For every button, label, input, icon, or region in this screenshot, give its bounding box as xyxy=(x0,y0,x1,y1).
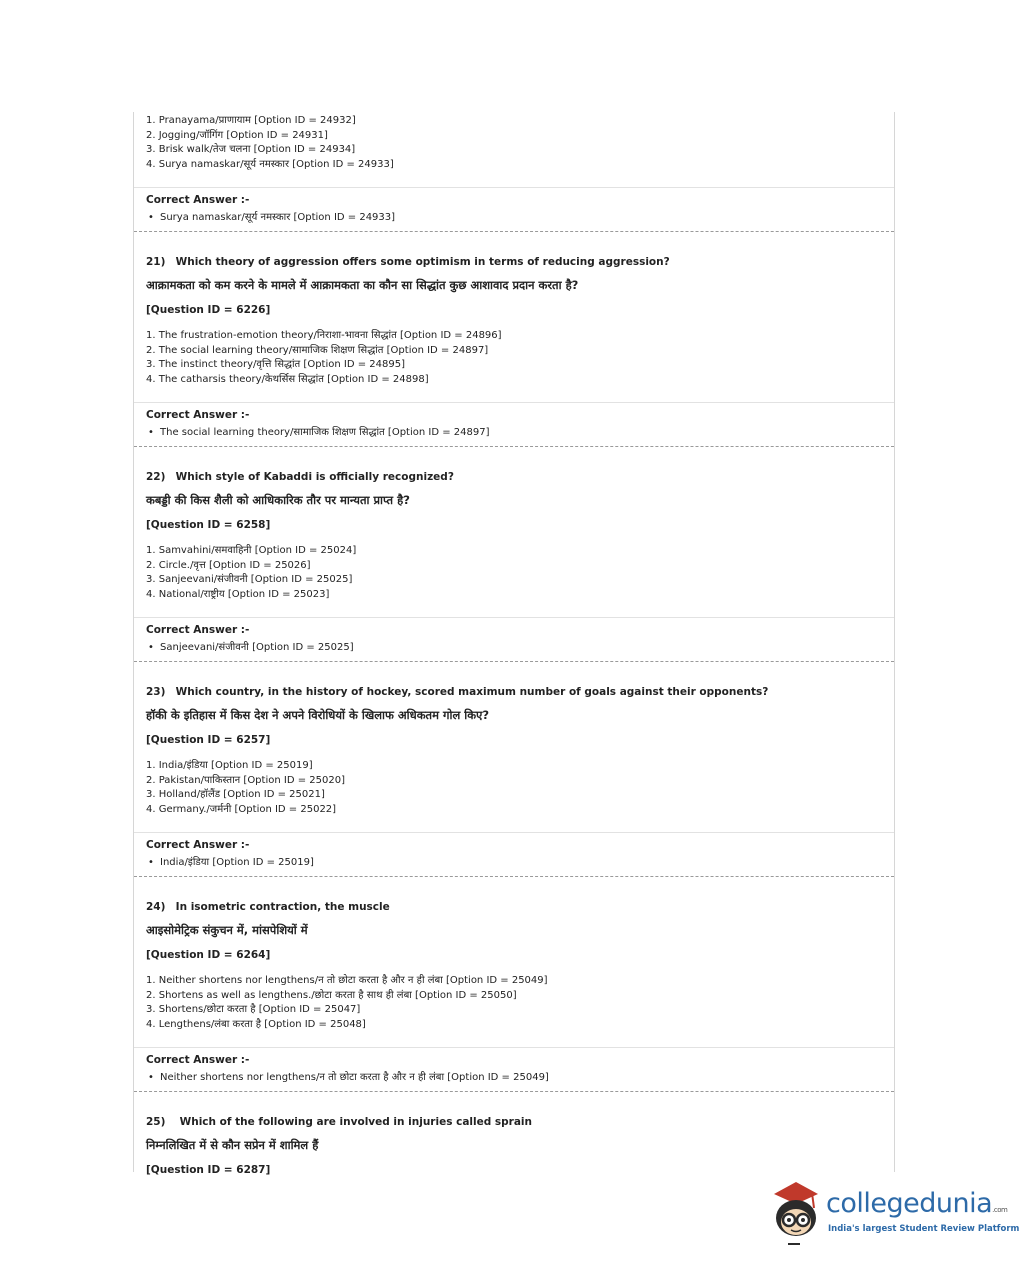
option: 3. Brisk walk/तेज चलना [Option ID = 24934] xyxy=(146,144,356,155)
question-divider xyxy=(134,446,894,447)
option: 2. Pakistan/पाकिस्तान [Option ID = 25020] xyxy=(146,774,345,786)
option: 4. Germany./जर्मनी [Option ID = 25022] xyxy=(146,803,337,815)
question-21 xyxy=(134,256,894,387)
prev-question xyxy=(134,114,894,172)
option: 2. Shortens as well as lengthens./छोटा करता है साथ ही लंबा [Option ID = 25050] xyxy=(146,989,517,1001)
question-divider xyxy=(134,876,894,877)
question-id: [Question ID = 6287] xyxy=(146,1164,271,1176)
option: 3. Holland/हॉलैंड [Option ID = 25021] xyxy=(146,789,325,800)
option: 1. Samvahini/समवाहिनी [Option ID = 25024] xyxy=(146,545,357,556)
option: 4. National/राष्ट्रीय [Option ID = 25023] xyxy=(146,588,330,600)
options-list xyxy=(146,544,882,602)
option: 2. Circle./वृत्त [Option ID = 25026] xyxy=(146,559,311,571)
correct-answer: • Neither shortens nor lengthens/न तो छोटा करता है और न ही लंबा [Option ID = 25049] xyxy=(148,1072,549,1083)
question-divider xyxy=(134,231,894,232)
options-list xyxy=(146,974,882,1032)
correct-answer: • Surya namaskar/सूर्य नमस्कार [Option ID = 24933] xyxy=(148,212,396,223)
question-text-english: 21) Which theory of aggression offers some optimism in terms of reducing aggression? xyxy=(146,256,670,268)
question-text-english: 23) Which country, in the history of hockey, scored maximum number of goals against their opponents? xyxy=(146,686,769,698)
correct-answer: • Sanjeevani/संजीवनी [Option ID = 25025] xyxy=(148,642,354,653)
question-divider xyxy=(134,661,894,662)
question-text-hindi: आक्रामकता को कम करने के मामले में आक्रामकता का कौन सा सिद्धांत कुछ आशावाद प्रदान करता है? xyxy=(146,278,579,292)
correct-answer: • India/इंडिया [Option ID = 25019] xyxy=(148,857,314,868)
question-id: [Question ID = 6257] xyxy=(146,734,271,746)
divider xyxy=(134,617,894,618)
correct-answer-label: Correct Answer :- xyxy=(146,839,250,851)
options-list xyxy=(146,759,882,817)
option: 3. The instinct theory/वृत्ति सिद्धांत [Option ID = 24895] xyxy=(146,359,405,370)
question-text-english: 24) In isometric contraction, the muscle xyxy=(146,901,390,913)
question-text-hindi: आइसोमेट्रिक संकुचन में, मांसपेशियों में xyxy=(146,923,308,937)
question-id: [Question ID = 6226] xyxy=(146,304,271,316)
option: 4. Surya namaskar/सूर्य नमस्कार [Option ID = 24933] xyxy=(146,158,394,170)
option: 3. Sanjeevani/संजीवनी [Option ID = 25025] xyxy=(146,574,353,585)
divider xyxy=(134,1047,894,1048)
question-text-hindi: निम्नलिखित में से कौन सप्रेन में शामिल हैं xyxy=(146,1138,319,1152)
question-text-english: 22) Which style of Kabaddi is officially recognized? xyxy=(146,471,454,483)
question-23 xyxy=(134,686,894,817)
correct-answer-label: Correct Answer :- xyxy=(146,409,250,421)
mascot-icon xyxy=(766,1178,826,1248)
question-24 xyxy=(134,901,894,1032)
correct-answer: • The social learning theory/सामाजिक शिक्षण सिद्धांत [Option ID = 24897] xyxy=(148,427,490,438)
option: 2. Jogging/जॉगिंग [Option ID = 24931] xyxy=(146,129,328,141)
option: 1. India/इंडिया [Option ID = 25019] xyxy=(146,760,313,771)
option: 3. Shortens/छोटा करता है [Option ID = 25047] xyxy=(146,1004,361,1015)
question-text-hindi: हॉकी के इतिहास में किस देश ने अपने विरोधियों के खिलाफ अधिकतम गोल किए? xyxy=(146,708,490,722)
option: 4. Lengthens/लंबा करता है [Option ID = 25048] xyxy=(146,1018,366,1030)
option: 1. Neither shortens nor lengthens/न तो छोटा करता है और न ही लंबा [Option ID = 25049] xyxy=(146,975,548,986)
question-text-english: 25) Which of the following are involved in injuries called sprain xyxy=(146,1116,533,1128)
question-22 xyxy=(134,471,894,602)
option: 1. Pranayama/प्राणायाम [Option ID = 24932] xyxy=(146,115,356,126)
correct-answer-label: Correct Answer :- xyxy=(146,194,250,206)
divider xyxy=(134,832,894,833)
option: 1. The frustration-emotion theory/निराशा-भावना सिद्धांत [Option ID = 24896] xyxy=(146,330,502,341)
divider xyxy=(134,187,894,188)
correct-answer-label: Correct Answer :- xyxy=(146,1054,250,1066)
correct-answer-label: Correct Answer :- xyxy=(146,624,250,636)
divider xyxy=(134,402,894,403)
exam-page xyxy=(133,112,895,1176)
options-list xyxy=(146,114,882,172)
collegedunia-logo xyxy=(766,1178,1020,1248)
question-divider xyxy=(134,1091,894,1092)
logo-tagline: India's largest Student Review Platform xyxy=(828,1224,1020,1234)
question-text-hindi: कबड्डी की किस शैली को आधिकारिक तौर पर मान्यता प्राप्त है? xyxy=(146,493,410,507)
option: 4. The catharsis theory/केथर्सिस सिद्धांत [Option ID = 24898] xyxy=(146,373,429,385)
question-id: [Question ID = 6258] xyxy=(146,519,271,531)
logo-wordmark: collegedunia.com xyxy=(826,1188,1008,1219)
question-id: [Question ID = 6264] xyxy=(146,949,271,961)
option: 2. The social learning theory/सामाजिक शिक्षण सिद्धांत [Option ID = 24897] xyxy=(146,344,489,356)
question-25 xyxy=(134,1116,894,1177)
options-list xyxy=(146,329,882,387)
